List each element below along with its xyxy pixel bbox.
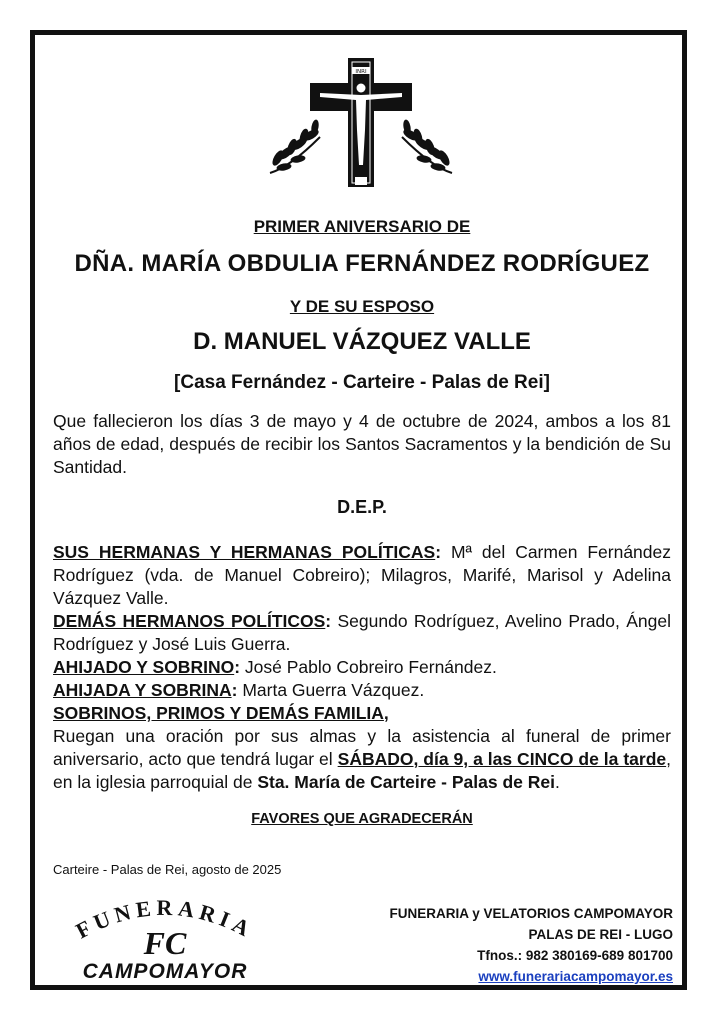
- logo-bottom-text: CAMPOMAYOR: [82, 960, 248, 982]
- deceased-name-2: D. MANUEL VÁZQUEZ VALLE: [193, 328, 531, 355]
- funeral-home-info: [389, 903, 673, 987]
- request-end: .: [554, 772, 560, 792]
- siblings-label: DEMÁS HERMANOS POLÍTICOS: [53, 611, 326, 631]
- anniversary-title: PRIMER ANIVERSARIO DE: [253, 217, 471, 236]
- sisters-line: SUS HERMANAS Y HERMANAS POLÍTICAS: Mª del Carmen Fernández Rodríguez (vda. de Manuel Cobreiro); Milagros, Marifé, Marisol y Adelina Vázquez Valle.: [53, 542, 672, 608]
- house-location: [Casa Fernández - Carteire - Palas de Rei]: [174, 372, 550, 393]
- request-church: Sta. María de Carteire - Palas de Rei: [257, 772, 555, 792]
- logo-top-text: FUNERARIA: [71, 894, 259, 944]
- place-date: Carteire - Palas de Rei, agosto de 2025: [53, 862, 282, 877]
- godson-line: AHIJADO Y SOBRINO: José Pablo Cobreiro Fernández.: [53, 657, 497, 677]
- dep-label: D.E.P.: [337, 497, 387, 517]
- crucifix-icon: [310, 58, 412, 187]
- siblings-line: DEMÁS HERMANOS POLÍTICOS: Segundo Rodríguez, Avelino Prado, Ángel Rodríguez y José Luis Guerra.: [53, 611, 671, 654]
- goddaughter-label: AHIJADA Y SOBRINA: [53, 680, 232, 700]
- inri-label: INRI: [355, 69, 367, 75]
- sisters-label: SUS HERMANAS Y HERMANAS POLÍTICAS: [53, 542, 436, 562]
- funeral-home-website-link[interactable]: www.funerariacampomayor.es: [478, 969, 673, 984]
- funeral-home-name: FUNERARIA y VELATORIOS CAMPOMAYOR: [389, 906, 673, 921]
- godson-label: AHIJADO Y SOBRINO: [53, 657, 235, 677]
- goddaughter-text: Marta Guerra Vázquez.: [242, 680, 425, 700]
- cross-emblem: [240, 55, 480, 200]
- family-section: [53, 541, 671, 794]
- logo-monogram: FC: [143, 925, 187, 961]
- siblings-text: Segundo Rodríguez, Avelino Prado, Ángel Rodríguez y José Luis Guerra.: [53, 611, 671, 654]
- request-date: SÁBADO, día 9, a las CINCO de la tarde: [337, 749, 667, 769]
- relatives-label: SOBRINOS, PRIMOS Y DEMÁS FAMILIA: [53, 703, 384, 723]
- funeraria-logo: [55, 892, 275, 982]
- laurel-right-icon: [402, 120, 452, 173]
- deceased-name-1: DÑA. MARÍA OBDULIA FERNÁNDEZ RODRÍGUEZ: [74, 250, 650, 277]
- goddaughter-line: AHIJADA Y SOBRINA: Marta Guerra Vázquez.: [53, 680, 425, 700]
- sisters-text: Mª del Carmen Fernández Rodríguez (vda. de Manuel Cobreiro); Milagros, Marifé, Marisol y Adelina Vázquez Valle.: [53, 542, 672, 608]
- laurel-left-icon: [270, 120, 320, 173]
- request-text-1: Ruegan una oración por sus almas y la asistencia al funeral de primer aniversario, acto que tendrá lugar el: [53, 726, 671, 769]
- funeral-home-location: PALAS DE REI - LUGO: [528, 927, 673, 942]
- intro-paragraph: Que fallecieron los días 3 de mayo y 4 de octubre de 2024, ambos a los 81 años de edad, después de recibir los Santos Sacramentos y la bendición de Su Santidad.: [53, 411, 671, 477]
- request-text-2: , en la iglesia parroquial de: [53, 749, 671, 792]
- godson-text: José Pablo Cobreiro Fernández.: [244, 657, 497, 677]
- spouse-label: Y DE SU ESPOSO: [289, 297, 435, 316]
- thanks-label: FAVORES QUE AGRADECERÁN: [251, 811, 473, 827]
- funeral-home-phones: Tfnos.: 982 380169-689 801700: [477, 948, 673, 963]
- relatives-line: SOBRINOS, PRIMOS Y DEMÁS FAMILIA,: [53, 703, 389, 723]
- request-paragraph: [53, 725, 671, 794]
